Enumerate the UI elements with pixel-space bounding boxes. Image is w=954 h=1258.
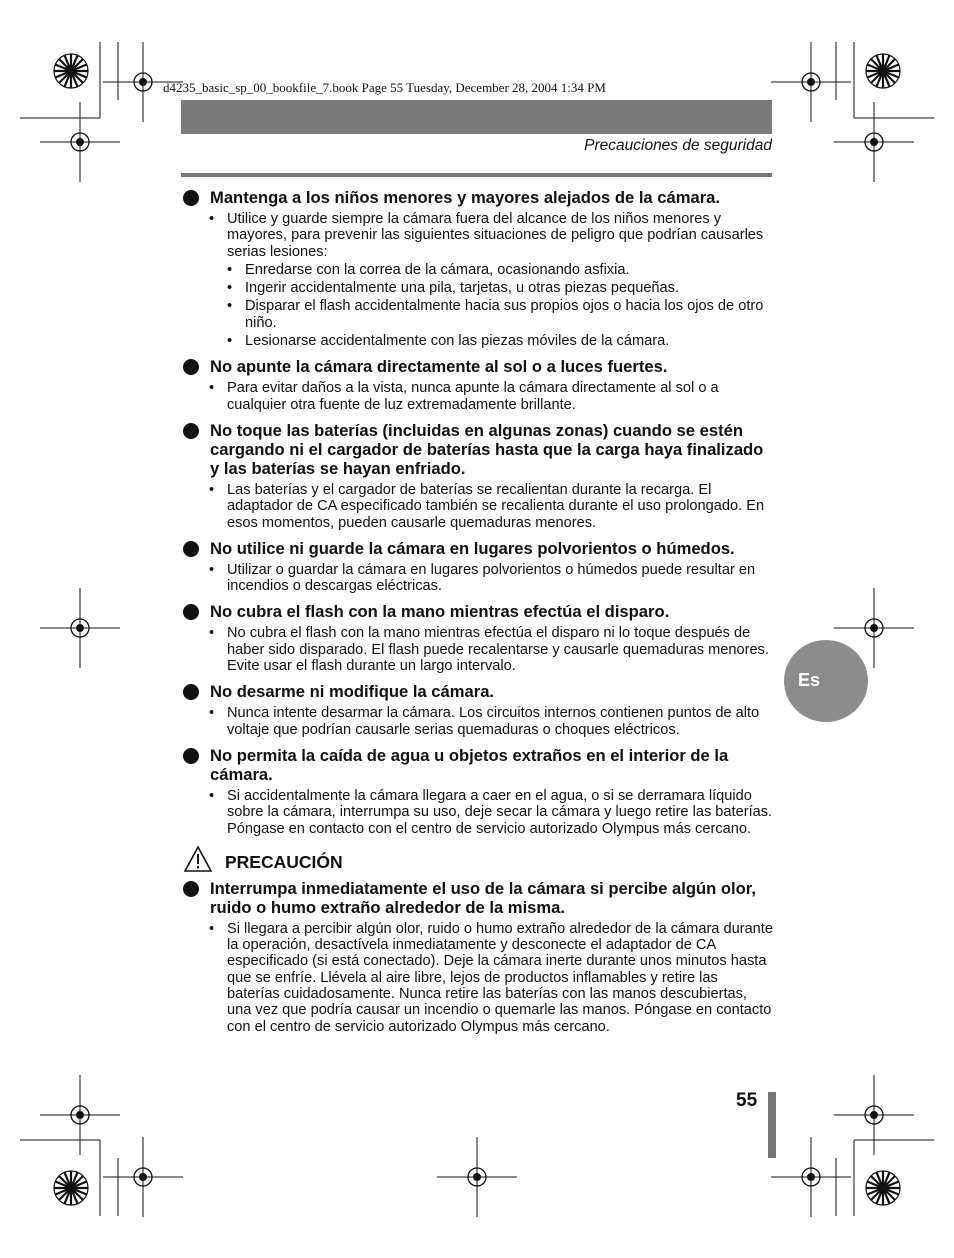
bullet-text: • Si accidentalmente la cámara llegara a caer en el agua, o si se derramara líquido sobre la cámara, interrumpa su uso, deje secar la cámara y luego retire las baterías. Póngase en contacto con el centro de servicio autorizado Olympus más cercano. (183, 788, 773, 837)
bullet-dot-icon (183, 881, 199, 897)
warning-triangle-icon (183, 845, 213, 873)
section-heading: No toque las baterías (incluidas en algunas zonas) cuando se estén cargando ni el cargador de baterías hasta que la carga haya finalizado y las baterías se hayan enfriado. (183, 421, 773, 478)
section-heading: No cubra el flash con la mano mientras efectúa el disparo. (183, 602, 773, 621)
bullet-dot-icon (183, 541, 199, 557)
bullet-text: • Utilizar o guardar la cámara en lugares polvorientos o húmedos puede resultar en incendios o descargas eléctricas. (183, 562, 773, 595)
caution-heading: PRECAUCIÓN (183, 851, 773, 873)
bullet-text: • Para evitar daños a la vista, nunca apunte la cámara directamente al sol o a cualquier otra fuente de luz extremadamente brillante. (183, 380, 773, 413)
section-heading: No desarme ni modifique la cámara. (183, 682, 773, 701)
bullet-text: • No cubra el flash con la mano mientras efectúa el disparo ni lo toque después de haber sido disparado. El flash puede recalentarse y causarle quemaduras menores. Evite usar el flash durante un largo intervalo. (183, 625, 773, 674)
bullet-dot-icon (183, 359, 199, 375)
sub-bullet-text: • Lesionarse accidentalmente con las piezas móviles de la cámara. (183, 333, 773, 349)
bullet-dot-icon (183, 190, 199, 206)
bullet-text: • Nunca intente desarmar la cámara. Los circuitos internos contienen puntos de alto voltaje que podrían causarle serias quemaduras o choques eléctricos. (183, 705, 773, 738)
section-heading: No utilice ni guarde la cámara en lugares polvorientos o húmedos. (183, 539, 773, 558)
page-number-bar (768, 1092, 776, 1158)
sub-bullet-text: • Disparar el flash accidentalmente hacia sus propios ojos o hacia los ojos de otro niño. (183, 298, 773, 331)
bullet-dot-icon (183, 684, 199, 700)
print-slug: d4235_basic_sp_00_bookfile_7.book Page 55 Tuesday, December 28, 2004 1:34 PM (163, 80, 606, 95)
section-heading: Mantenga a los niños menores y mayores alejados de la cámara. (183, 188, 773, 207)
bullet-text: • Las baterías y el cargador de baterías se recalientan durante la recarga. El adaptador de CA especificado también se recalienta durante el uso prolongado. En esos momentos, pueden causarle quemaduras menores. (183, 482, 773, 531)
bullet-text: • Si llegara a percibir algún olor, ruido o humo extraño alrededor de la cámara durante la operación, desactívela inmediatamente y desconecte el adaptador de CA especificado (si está conectado). Deje la cámara inerte durante unos minutos hasta que se enfríe. Llévela al aire libre, lejos de productos inflamables y retire las baterías cuidadosamente. Nunca retire las baterías con las manos descubiertas, una vez que podría causar un incendio o quemarle las manos. Póngase en contacto con el centro de servicio autorizado Olympus más cercano. (183, 921, 773, 1035)
section-title: Precauciones de seguridad (584, 137, 772, 154)
sub-bullet-text: • Enredarse con la correa de la cámara, ocasionando asfixia. (183, 262, 773, 278)
bullet-text: • Utilice y guarde siempre la cámara fuera del alcance de los niños menores y mayores, para prevenir las siguientes situaciones de peligro que podrían causarles serias lesiones: (183, 211, 773, 260)
sub-bullet-text: • Ingerir accidentalmente una pila, tarjetas, u otras piezas pequeñas. (183, 280, 773, 296)
page-number: 55 (736, 1090, 758, 1111)
language-tab: Es (784, 640, 868, 722)
section-heading: No permita la caída de agua u objetos extraños en el interior de la cámara. (183, 746, 773, 784)
header-bar (181, 100, 772, 134)
bullet-dot-icon (183, 748, 199, 764)
bullet-dot-icon (183, 604, 199, 620)
section-heading: No apunte la cámara directamente al sol o a luces fuertes. (183, 357, 773, 376)
header-rule (181, 173, 772, 177)
bullet-dot-icon (183, 423, 199, 439)
page-content (183, 188, 773, 1037)
section-heading: Interrumpa inmediatamente el uso de la cámara si percibe algún olor, ruido o humo extraño alrededor de la misma. (183, 879, 773, 917)
